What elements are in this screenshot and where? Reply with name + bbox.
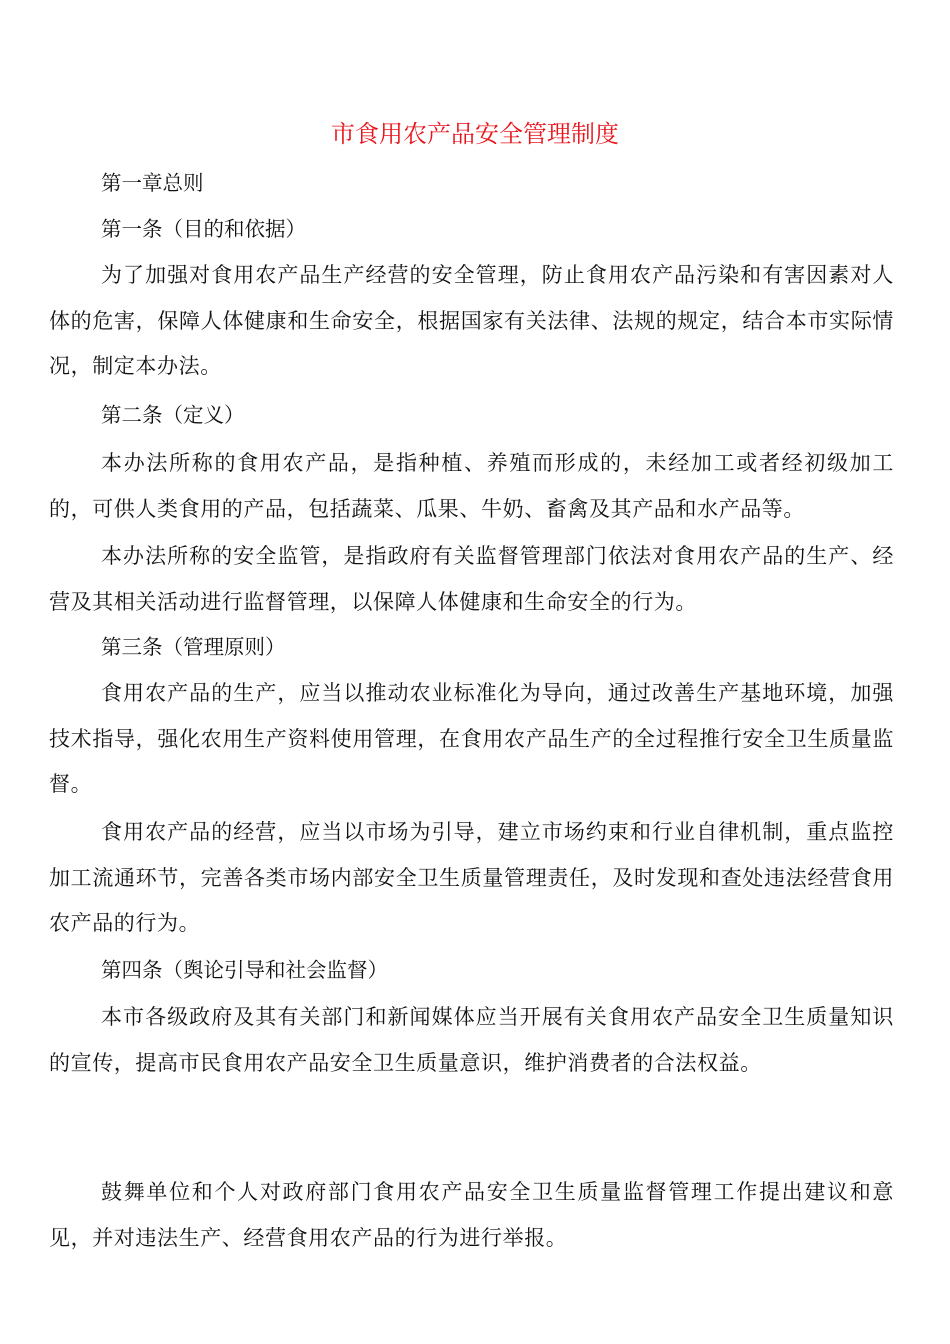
- article-3-heading: 第三条（管理原则）: [101, 635, 286, 659]
- article-1-heading: 第一条（目的和依据）: [101, 217, 306, 241]
- article-4-paragraph-2: 鼓舞单位和个人对政府部门食用农产品安全卫生质量监督管理工作提出建议和意见，并对违法生产、经营食用农产品的行为进行举报。: [49, 1180, 894, 1250]
- article-1-paragraph: 为了加强对食用农产品生产经营的安全管理，防止食用农产品污染和有害因素对人体的危害，保障人体健康和生命安全，根据国家有关法律、法规的规定，结合本市实际情况，制定本办法。: [49, 263, 894, 378]
- article-3-paragraph-2: 食用农产品的经营，应当以市场为引导，建立市场约束和行业自律机制，重点监控加工流通环节，完善各类市场内部安全卫生质量管理责任，及时发现和查处违法经营食用农产品的行为。: [49, 820, 894, 935]
- article-2-paragraph-1: 本办法所称的食用农产品，是指种植、养殖而形成的，未经加工或者经初级加工的，可供人类食用的产品，包括蔬菜、瓜果、牛奶、畜禽及其产品和水产品等。: [49, 451, 894, 521]
- chapter-heading: 第一章总则: [101, 171, 204, 195]
- article-4-heading: 第四条（舆论引导和社会监督）: [101, 958, 388, 982]
- article-2-heading: 第二条（定义）: [101, 403, 245, 427]
- article-4-paragraph-1: 本市各级政府及其有关部门和新闻媒体应当开展有关食用农产品安全卫生质量知识的宣传，提高市民食用农产品安全卫生质量意识，维护消费者的合法权益。: [49, 1005, 894, 1075]
- article-3-paragraph-1: 食用农产品的生产，应当以推动农业标准化为导向，通过改善生产基地环境，加强技术指导，强化农用生产资料使用管理，在食用农产品生产的全过程推行安全卫生质量监督。: [49, 681, 894, 796]
- document-title: 市食用农产品安全管理制度: [331, 120, 619, 148]
- article-2-paragraph-2: 本办法所称的安全监管，是指政府有关监督管理部门依法对食用农产品的生产、经营及其相关活动进行监督管理，以保障人体健康和生命安全的行为。: [49, 544, 894, 614]
